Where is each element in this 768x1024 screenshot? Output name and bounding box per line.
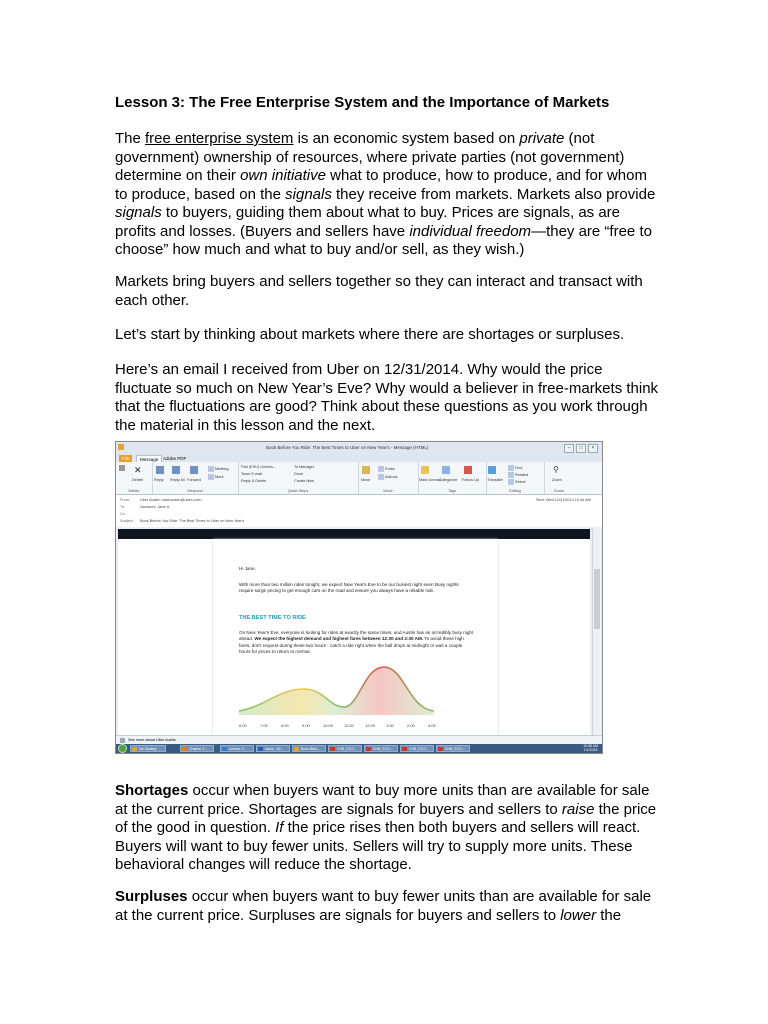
text-run: occur when buyers want to buy more units than are available for sale at the current price. Shortages are signals for buyers and sellers to [115,782,650,818]
group-label: Move [383,489,393,493]
time-tick-label: 2:00 [407,723,415,728]
group-zoom [544,462,574,494]
bold-run: We expect the highest demand and highest fares between 12:30 and 2:30 AM. [254,636,424,642]
group-label: Respond [187,489,203,493]
taskbar-item-label: Ice Skating [139,747,157,751]
start-button[interactable] [118,744,127,753]
time-tick-label: 1:00 [386,723,394,728]
app-icon [438,747,443,752]
rules-label: Rules [385,467,395,471]
forward-button[interactable] [190,466,199,474]
category-icon [442,466,450,474]
minimize-icon[interactable]: – [564,444,574,453]
find-label: Find [515,466,523,470]
ignore-icon [119,465,125,471]
time-tick-label: 9:00 [302,723,310,728]
quick-step-2[interactable]: Team E-mail [241,472,263,476]
group-delete [116,462,153,494]
move-icon [362,466,370,474]
message-header [116,495,602,527]
taskbar-item-label: CHB_ECO... [373,747,393,751]
italic-run: raise [561,800,595,818]
group-label: Quick Steps [287,489,309,493]
taskbar-item[interactable] [292,745,326,752]
app-icon [258,747,263,752]
email-screenshot [115,441,603,754]
reply-all-button[interactable] [172,466,181,474]
text-run: what to produce, how to produce, and for whom to produce, based on the [115,167,647,203]
taskbar-item[interactable] [256,745,290,752]
from-value[interactable]: Uber Austin <uberaustin@uber.com> [140,498,203,502]
taskbar-item-label: CHB_ECO... [409,747,429,751]
quick-step-4[interactable]: To Manager [294,465,315,469]
taskbar-item-label: Book Befo... [301,747,321,751]
translate-button[interactable]: Translate [487,478,503,482]
windows-taskbar [116,744,602,753]
text-run: —they are “free to choose” how much and what to buy and/or sell, as they wish.) [115,222,652,258]
to-row [120,505,169,509]
email-heading: THE BEST TIME TO RIDE [239,615,306,621]
globe-icon [488,466,496,474]
text-run: The [115,130,146,147]
italic-run: individual freedom [409,222,532,240]
email-card [213,539,498,735]
time-tick-label: 11:00 [344,723,354,728]
sent-row [536,498,591,502]
group-editing [486,462,545,494]
related-button[interactable] [508,472,528,478]
zoom-icon[interactable]: ⚲ [553,465,559,474]
forward-icon [190,466,198,474]
app-icon [182,747,187,752]
paragraph-shortages [115,782,660,875]
window-titlebar [116,442,602,454]
meeting-icon [208,466,214,472]
taskbar-clock [583,745,598,752]
meeting-label: Meeting [215,467,229,471]
taskbar-item-label: Lecture 3... [229,747,247,751]
clock-date: 1/1/2015 [583,747,598,752]
select-label: Select [515,480,526,484]
italic-run: private [519,130,565,147]
time-tick-label: 3:00 [428,723,436,728]
time-tick-label: 6:00 [239,723,247,728]
taskbar-item[interactable] [328,745,362,752]
group-label: Editing [509,489,521,493]
surge-chart [239,659,439,721]
time-tick-label: 8:00 [281,723,289,728]
related-icon [508,472,514,478]
group-respond [152,462,239,494]
text-run: the [596,906,622,924]
actions-button[interactable] [378,474,397,480]
email-greeting: Hi Jane, [239,566,256,571]
envelope-icon [421,466,429,474]
italic-run: own initiative [240,167,326,184]
follow-up-icon[interactable] [464,466,473,474]
move-label[interactable]: Move [361,478,371,482]
quick-step-6[interactable]: Create New [294,479,315,483]
app-icon [222,747,227,752]
group-move [358,462,419,494]
subject-row [120,519,244,523]
flag-icon [464,466,472,474]
quick-step-5[interactable]: Done [294,472,304,476]
person-icon [120,738,125,743]
italic-run: signals [285,185,332,203]
reply-button[interactable] [156,466,165,474]
related-label: Related [515,473,529,477]
group-label: Delete [128,489,140,493]
taskbar-item[interactable] [400,745,434,752]
ignore-button[interactable] [119,465,126,471]
outlook-icon [118,444,124,450]
app-icon [330,747,335,752]
email-paragraph-1: With more than two million rides tonight, we expect New Year's Eve to be our busiest night ever! Busy nights require surge pricing to get enough cars on the road and ensure you always have a reliable ride. [239,582,459,594]
cc-row [120,512,140,516]
time-axis [239,723,439,731]
paragraph-markets: Markets bring buyers and sellers together so they can interact and transact with each other. [115,273,643,309]
forward-label[interactable]: Forward [187,478,201,482]
taskbar-item-label: Inbox - Mi... [265,747,284,751]
text-run: (not government) ownership of resources, where private parties (not government) determine on their [115,130,625,184]
maximize-icon[interactable]: □ [576,444,586,453]
delete-button[interactable]: Delete [132,478,143,482]
select-icon [508,479,514,485]
reply-label[interactable]: Reply [154,478,164,482]
paragraph-shortages-intro: Let’s start by thinking about markets where there are shortages or surpluses. [115,326,625,343]
reply-all-icon [172,466,180,474]
select-button[interactable] [508,479,526,485]
time-tick-label: 12:00 [365,723,376,728]
rules-button[interactable] [378,466,395,472]
window-title: Book Before You Ride: The Best Times to Uber on New Year's - Message (HTML) [266,445,429,450]
taskbar-item-label: CHB_ECO... [337,747,357,751]
find-button[interactable] [508,465,522,471]
find-icon [508,465,514,471]
group-label: Zoom [554,489,564,493]
tab-message[interactable]: Message [136,455,162,463]
italic-run: lower [560,906,597,924]
more-label: More [215,475,224,479]
paragraph-uber-email: Here’s an email I received from Uber on 12/31/2014. Why would the price fluctuate so much on New Year’s Eve? Why would a believer in free-markets think that the fluctuations are good? Think about these questions as you work through the material in this lesson and the next. [115,361,659,434]
app-icon [132,747,137,752]
text-run: they receive from markets. Markets also provide [331,185,656,203]
sent-value: Wed 12/31/2014 10:44 AM [545,498,591,502]
email-body [118,539,590,735]
mark-unread-icon[interactable] [421,466,430,474]
italic-run: If [275,819,284,836]
text-run: On New Year's Eve, everyone is looking for rides at exactly the same times, and Austin has an incredibly busy night ahead. [239,630,474,642]
email-paragraph-2 [239,630,474,656]
move-button[interactable] [362,466,371,474]
text-run: to buyers, guiding them about what to buy. Prices are signals, as are profits and losses. (Buyers and sellers have [115,204,621,240]
sent-label: Sent: [536,498,545,502]
email-scrollbar[interactable] [592,529,602,735]
scroll-thumb[interactable] [594,569,600,629]
delete-icon[interactable]: ✕ [134,465,142,475]
see-more-link[interactable]: See more about Uber Austin. [128,738,177,742]
underlined-term: free enterprise system [145,130,294,147]
lesson-title: Lesson 3: The Free Enterprise System and the Importance of Markets [115,94,610,111]
group-label: Tags [447,489,457,493]
meeting-button[interactable] [208,466,229,472]
actions-label: Actions [385,475,398,479]
taskbar-item-label: Chapter 3 ... [189,747,209,751]
app-icon [294,747,299,752]
tab-file[interactable]: File [119,455,132,462]
text-run: the price of the good in question. [115,800,657,836]
translate-icon[interactable] [488,466,497,474]
tab-adobe-pdf[interactable]: Adobe PDF [163,456,187,461]
app-icon [402,747,407,752]
from-row [120,498,202,502]
from-label: From: [120,498,130,502]
subject-label: Subject: [120,519,134,523]
follow-up-button[interactable]: Follow Up [462,478,479,482]
ribbon-tabs [116,454,602,462]
text-run: is an economic system based on [293,130,520,147]
time-tick-label: 7:00 [260,723,268,728]
rules-icon [378,466,384,472]
quick-step-1[interactable]: Pad (ESU) Univers... [241,465,277,469]
actions-icon [378,474,384,480]
italic-run: signals [115,204,162,221]
text-run: occur when buyers want to buy fewer units than are available for sale at the current price. Surpluses are signals for buyers and sellers to [115,888,652,924]
ribbon [116,462,602,495]
categorize-button[interactable]: Categorize [439,478,458,482]
cc-label: Cc: [120,512,126,516]
taskbar-item[interactable] [364,745,398,752]
taskbar-item[interactable] [130,745,166,752]
paragraph-surpluses [115,888,660,925]
text-run: To avoid these high fares, don't request during these two hours - catch a ride right when the ball drops at midnight or wait a couple hours for prices to return to normal. [239,636,464,655]
text-run: the price rises then both buyers and sellers will react. Buyers will want to buy fewer units. Sellers will try to supply more units. These behavioral changes will reduce the shortage. [115,819,641,873]
mark-unread-button[interactable]: Mark Unread [419,478,441,482]
surge-area [239,667,434,715]
reply-all-label[interactable]: Reply All [170,478,185,482]
categorize-icon[interactable] [442,466,451,474]
subject-value: Book Before You Ride: The Best Times to Uber on New Year's [140,519,245,523]
more-button[interactable] [208,474,224,480]
close-icon[interactable]: × [588,444,598,453]
zoom-button[interactable]: Zoom [552,478,562,482]
to-value[interactable]: Navarrez, Jane A [140,505,170,509]
paragraph-free-enterprise [115,130,660,260]
email-banner [118,529,590,539]
group-tags [418,462,487,494]
taskbar-item[interactable] [180,745,214,752]
taskbar-item-label: CHB_ECO... [445,747,465,751]
bold-run: Surpluses [115,888,188,905]
group-quick-steps [238,462,359,494]
taskbar-item[interactable] [220,745,254,752]
reply-icon [156,466,164,474]
app-icon [366,747,371,752]
to-label: To: [120,505,126,509]
taskbar-item[interactable] [436,745,470,752]
more-icon [208,474,214,480]
clock-time: 10:58 AM [583,744,598,748]
bold-run: Shortages [115,782,189,799]
time-tick-label: 10:00 [323,723,334,728]
quick-step-3[interactable]: Reply & Delete [241,479,267,483]
